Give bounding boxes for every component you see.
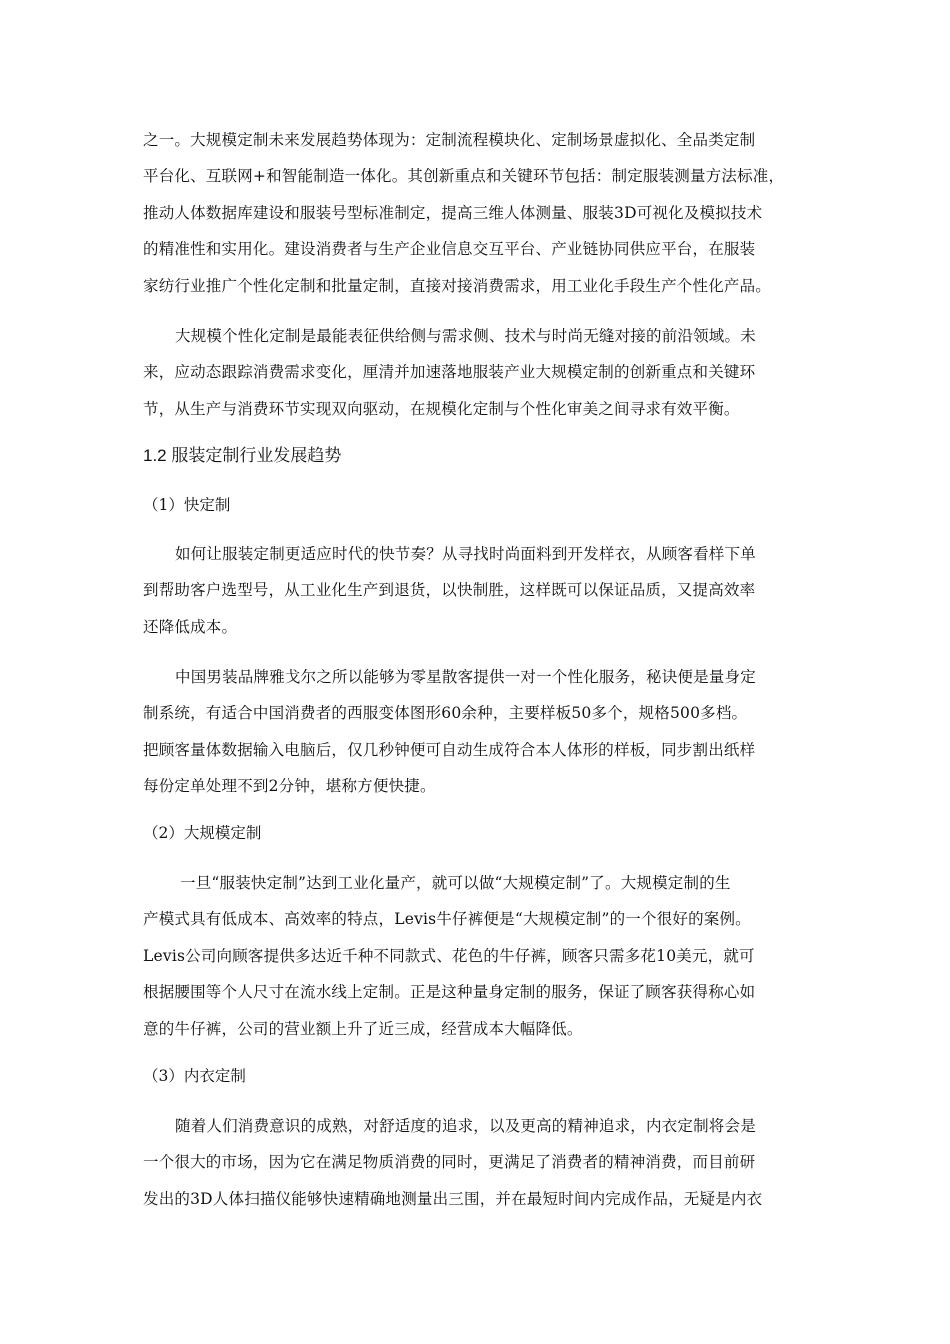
para4-line-3: 把顾客量体数据输入电脑后，仅几秒钟便可自动生成符合本人体形的样板，同步割出纸样 xyxy=(143,741,756,759)
para1-line-3: 推动人体数据库建设和服装号型标准制定，提高三维人体测量、服装3D可视化及模拟技术 xyxy=(143,204,763,222)
para3-line-1: 如何让服装定制更适应时代的快节奏？从寻找时尚面料到开发样衣，从顾客看样下单 xyxy=(175,545,756,563)
para1-line-2: 平台化、互联网+和智能制造一体化。其创新重点和关键环节包括：制定服装测量方法标准， xyxy=(143,167,785,185)
subheading-underwear-custom: （3）内衣定制 xyxy=(143,1067,246,1085)
para1-line-4: 的精准性和实用化。建设消费者与生产企业信息交互平台、产业链协同供应平台，在服装 xyxy=(143,240,756,258)
para5-line-3: Levis公司向顾客提供多达近千种不同款式、花色的牛仔裤，顾客只需多花10美元，就可 xyxy=(143,947,755,965)
para1-line-1: 之一。大规模定制未来发展趋势体现为：定制流程模块化、定制场景虚拟化、全品类定制 xyxy=(143,131,756,149)
para3-line-2: 到帮助客户选型号，从工业化生产到退货，以快制胜，这样既可以保证品质，又提高效率 xyxy=(143,581,756,599)
para5-line-4: 根据腰围等个人尺寸在流水线上定制。正是这种量身定制的服务，保证了顾客获得称心如 xyxy=(143,983,756,1001)
para4-line-4: 每份定单处理不到2分钟，堪称方便快捷。 xyxy=(143,777,436,795)
para4-line-2: 制系统，有适合中国消费者的西服变体图形60余种，主要样板50多个，规格500多档。 xyxy=(143,704,748,722)
para5-line-5: 意的牛仔裤，公司的营业额上升了近三成，经营成本大幅降低。 xyxy=(143,1020,583,1038)
para6-line-3: 发出的3D人体扫描仪能够快速精确地测量出三围，并在最短时间内完成作品，无疑是内衣 xyxy=(143,1190,763,1208)
para2-line-2: 来，应动态跟踪消费需求变化，厘清并加速落地服装产业大规模定制的创新重点和关键环 xyxy=(143,363,756,381)
para1-line-5: 家纺行业推广个性化定制和批量定制，直接对接消费需求，用工业化手段生产个性化产品。 xyxy=(143,277,772,295)
para6-line-2: 一个很大的市场，因为它在满足物质消费的同时，更满足了消费者的精神消费，而目前研 xyxy=(143,1153,756,1171)
para5-line-1: 一旦“服装快定制”达到工业化量产，就可以做“大规模定制”了。大规模定制的生 xyxy=(180,874,731,892)
para4-line-1: 中国男装品牌雅戈尔之所以能够为零星散客提供一对一个性化服务，秘诀便是量身定 xyxy=(175,668,756,686)
subheading-fast-custom: （1）快定制 xyxy=(143,496,231,514)
para5-line-2: 产模式具有低成本、高效率的特点，Levis牛仔裤便是“大规模定制”的一个很好的案例。 xyxy=(143,910,751,928)
para2-line-3: 节，从生产与消费环节实现双向驱动，在规模化定制与个性化审美之间寻求有效平衡。 xyxy=(143,400,740,418)
para3-line-3: 还降低成本。 xyxy=(143,618,238,636)
para2-line-1: 大规模个性化定制是最能表征供给侧与需求侧、技术与时尚无缝对接的前沿领域。未 xyxy=(175,327,756,345)
section-heading: 1.2 服装定制行业发展趋势 xyxy=(143,446,342,465)
subheading-mass-custom: （2）大规模定制 xyxy=(143,824,262,842)
para6-line-1: 随着人们消费意识的成熟，对舒适度的追求，以及更高的精神追求，内衣定制将会是 xyxy=(175,1117,756,1135)
